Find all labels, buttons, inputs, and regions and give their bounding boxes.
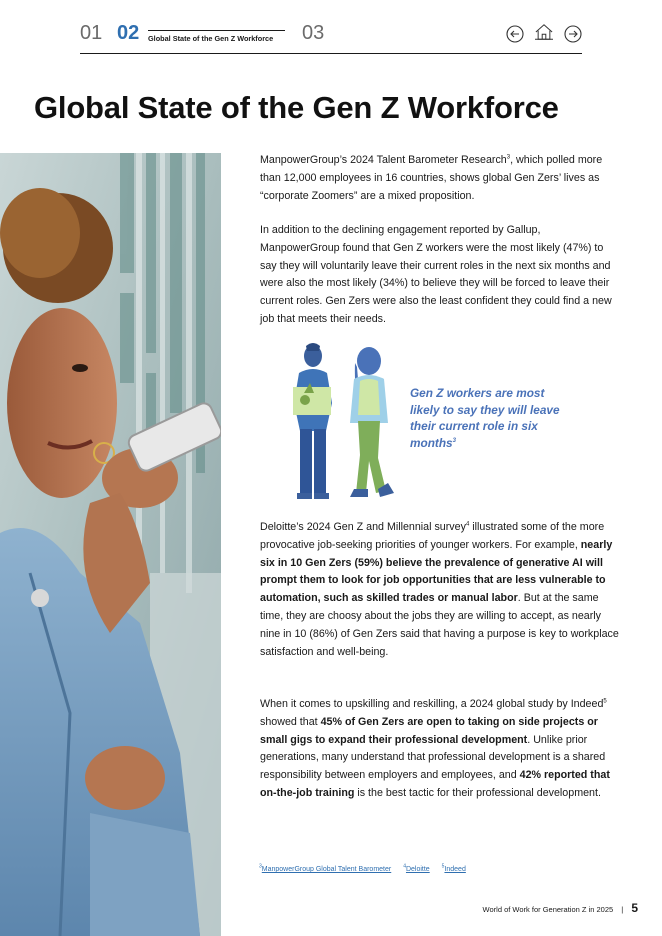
page-title: Global State of the Gen Z Workforce [34, 90, 559, 125]
footnote-3: $^3$ManpowerGroup Global Talent Barometer [259, 863, 392, 873]
section-03-link[interactable]: 03 [302, 22, 325, 44]
footnote-4: $^4$Deloitte [403, 863, 430, 873]
home-icon[interactable] [533, 23, 555, 41]
gen-z-workers-illustration [284, 343, 408, 503]
section-01-link[interactable]: 01 [80, 22, 103, 44]
section-02-link[interactable]: 02 [117, 22, 140, 44]
paragraph-indeed-study: When it comes to upskilling and reskilling, a 2024 global study by Indeed$^5$ showed that 45% of Gen Zers are open to taking on side projects or small gigs to expand their professional development. Unlike prior generations, many understand that professional development is a shared responsibility between employers and employees, and 42% reported that on-the-job training is the best tactic for their professional development. [260, 698, 610, 799]
footnote-link-manpowergroup[interactable]: ManpowerGroup Global Talent Barometer [261, 866, 392, 873]
callout-quote: Gen Z workers are most likely to say they will leave their current role in six months$^3$ [410, 386, 560, 450]
paragraph-deloitte-survey: Deloitte’s 2024 Gen Z and Millennial survey$^4$ illustrated some of the more provocative job-seeking priorities of younger workers. For example, nearly six in 10 Gen Zers (59%) believe the prevalence of generative AI will prompt them to look for job opportunities that are less vulnerable to automation, such as skilled trades or manual labor. But at the same time, they are choosy about the jobs they are willing to accept, as nearly nine in 10 (86%) of Gen Zers said that having a purpose is key to workplace satisfaction and well-being. [260, 521, 619, 658]
page-footer [483, 901, 638, 915]
hero-photo [0, 153, 221, 936]
paragraph-intro: ManpowerGroup’s 2024 Talent Barometer Research$^3$, which polled more than 12,000 employees in 16 countries, shows global Gen Zers’ lives as “corporate Zoomers” are a mixed proposition. [260, 154, 603, 202]
page-number: 5 [631, 901, 638, 915]
footnote-link-deloitte[interactable]: Deloitte [405, 866, 430, 873]
publication-title: World of Work for Generation Z in 2025 [482, 905, 614, 914]
footnotes [259, 863, 476, 873]
section-nav [80, 20, 582, 54]
footnote-5: $^5$Indeed [441, 863, 466, 873]
footnote-link-indeed[interactable]: Indeed [444, 866, 466, 873]
active-section-label: Global State of the Gen Z Workforce [148, 30, 285, 43]
paragraph-manpower-findings: In addition to the declining engagement reported by Gallup, ManpowerGroup found that Gen Z workers were the most likely (47%) to say they will voluntarily leave their current roles in the next six months and were also the most likely (34%) to believe they will be forced to leave their current roles. Gen Zers were also the least confident they could find a new job that meets their needs. [260, 224, 612, 325]
arrow-right-icon[interactable] [564, 25, 582, 43]
footer-separator: | [621, 905, 624, 914]
arrow-left-icon[interactable] [506, 25, 524, 43]
